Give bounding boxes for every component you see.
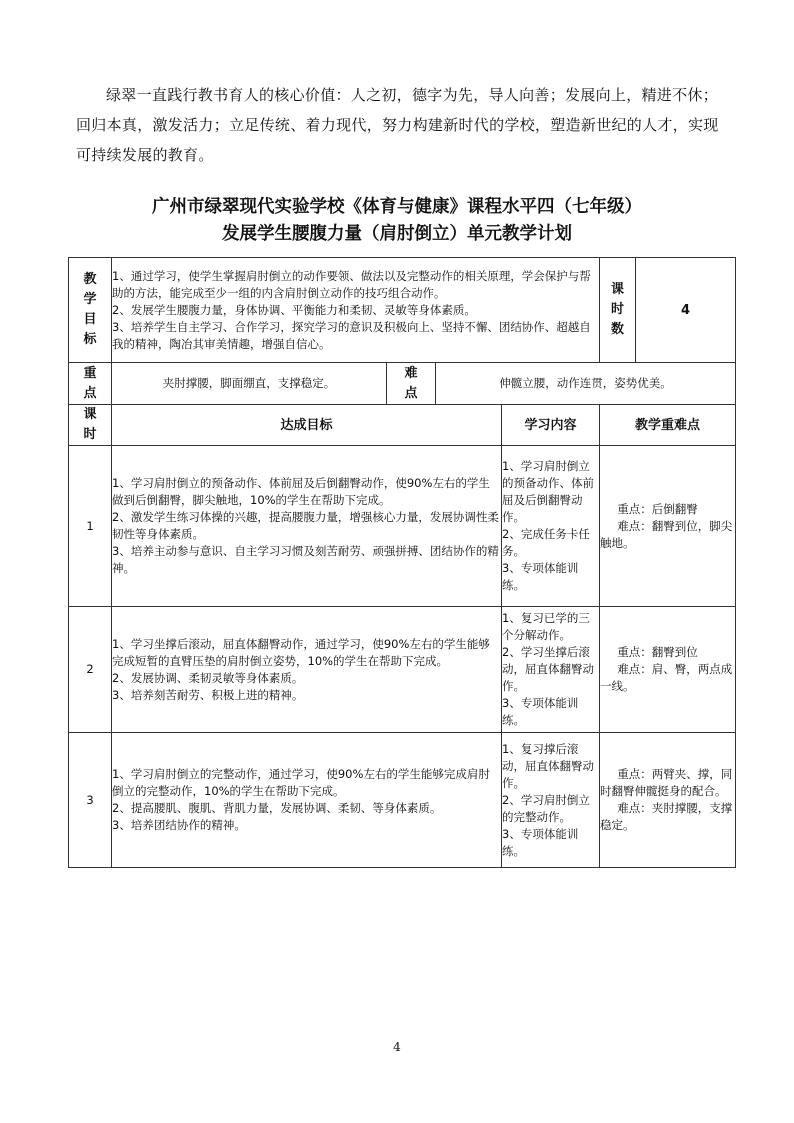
difficulty-header-cell: 难 点 [387,363,436,405]
goals-header-cell: 教 学 目 标 [69,258,112,363]
page-number: 4 [393,1040,401,1054]
unit-plan-table [68,257,736,868]
goals-row [69,258,736,363]
content-cell: 1、复习撑后滚动，屈直体翻臀动作。 2、学习肩肘倒立的完整动作。 3、专项体能训练。 [502,733,600,868]
keypoints-cell: 重点：后倒翻臀 难点：翻臀到位，脚尖触地。 [600,446,736,607]
intro-paragraph: 绿翠一直践行教书育人的核心价值：人之初，德字为先，导人向善；发展向上，精进不休；回归本真，激发活力；立足传统、着力现代，努力构建新时代的学校，塑造新世纪的人才，实现可持续发展的教育。 [76,86,719,164]
goal-item: 3、培养学生自主学习、合作学习，探究学习的意识及积极向上、坚持不懈、团结协作、超越自我的精神，陶冶其审美情趣，增强自信心。 [112,319,591,351]
column-header-row [69,405,736,446]
goals-text-cell [112,258,600,363]
col-lesson-header: 课 时 [69,405,112,446]
table-row [69,607,736,733]
keypoints-cell: 重点：翻臀到位 难点：肩、臀，两点成一线。 [600,607,736,733]
difficulty-text-cell: 伸髋立腰，动作连贯，姿势优美。 [436,363,736,405]
hours-value-cell: 4 [636,258,736,363]
key-points-row [69,363,736,405]
lesson-number: 3 [69,733,112,868]
lesson-number: 2 [69,607,112,733]
key-text-cell: 夹肘撑腰，脚面绷直，支撑稳定。 [112,363,387,405]
col-content-header: 学习内容 [502,405,600,446]
table-row [69,733,736,868]
objective-cell: 1、学习肩肘倒立的预备动作、体前屈及后倒翻臀动作，使90%左右的学生做到后倒翻臀，脚尖触地，10%的学生在帮助下完成。 2、激发学生练习体操的兴趣，提高腰腹力量，增强核心力量，发展协调性柔韧性等身体素质。 3、培养主动参与意识、自主学习习惯及刻苦耐劳、顽强拼搏、团结协作的精神。 [112,446,502,607]
hours-header-cell: 课 时 数 [600,258,636,363]
content-cell: 1、学习肩肘倒立的预备动作、体前屈及后倒翻臀动作。 2、完成任务卡任务。 3、专项体能训练。 [502,446,600,607]
document-subtitle: 发展学生腰腹力量（肩肘倒立）单元教学计划 [222,224,572,244]
table-row [69,446,736,607]
lesson-number: 1 [69,446,112,607]
keypoints-cell: 重点：两臂夹、撑，同时翻臀伸髋挺身的配合。 难点：夹肘撑腰，支撑稳定。 [600,733,736,868]
key-header-cell: 重 点 [69,363,112,405]
objective-cell: 1、学习坐撑后滚动，屈直体翻臀动作，通过学习，使90%左右的学生能够完成短暂的直臂压垫的肩肘倒立姿势，10%的学生在帮助下完成。 2、发展协调、柔韧灵敏等身体素质。 3、培养刻苦耐劳、积极上进的精神。 [112,607,502,733]
document-title: 广州市绿翠现代实验学校《体育与健康》课程水平四（七年级） [152,197,642,217]
content-cell: 1、复习已学的三个分解动作。 2、学习坐撑后滚动，屈直体翻臀动作。 3、专项体能训练。 [502,607,600,733]
objective-cell: 1、学习肩肘倒立的完整动作，通过学习，使90%左右的学生能够完成肩肘倒立的完整动作，10%的学生在帮助下完成。 2、提高腰肌、腹肌、背肌力量，发展协调、柔韧、等身体素质。 3、培养团结协作的精神。 [112,733,502,868]
goal-item: 2、发展学生腰腹力量，身体协调、平衡能力和柔韧、灵敏等身体素质。 [112,302,476,317]
col-keypoints-header: 教学重难点 [600,405,736,446]
col-objective-header: 达成目标 [112,405,502,446]
goal-item: 1、通过学习，使学生掌握肩肘倒立的动作要领、做法以及完整动作的相关原理，学会保护与帮助的方法，能完成至少一组的内含肩肘倒立动作的技巧组合动作。 [112,268,591,300]
